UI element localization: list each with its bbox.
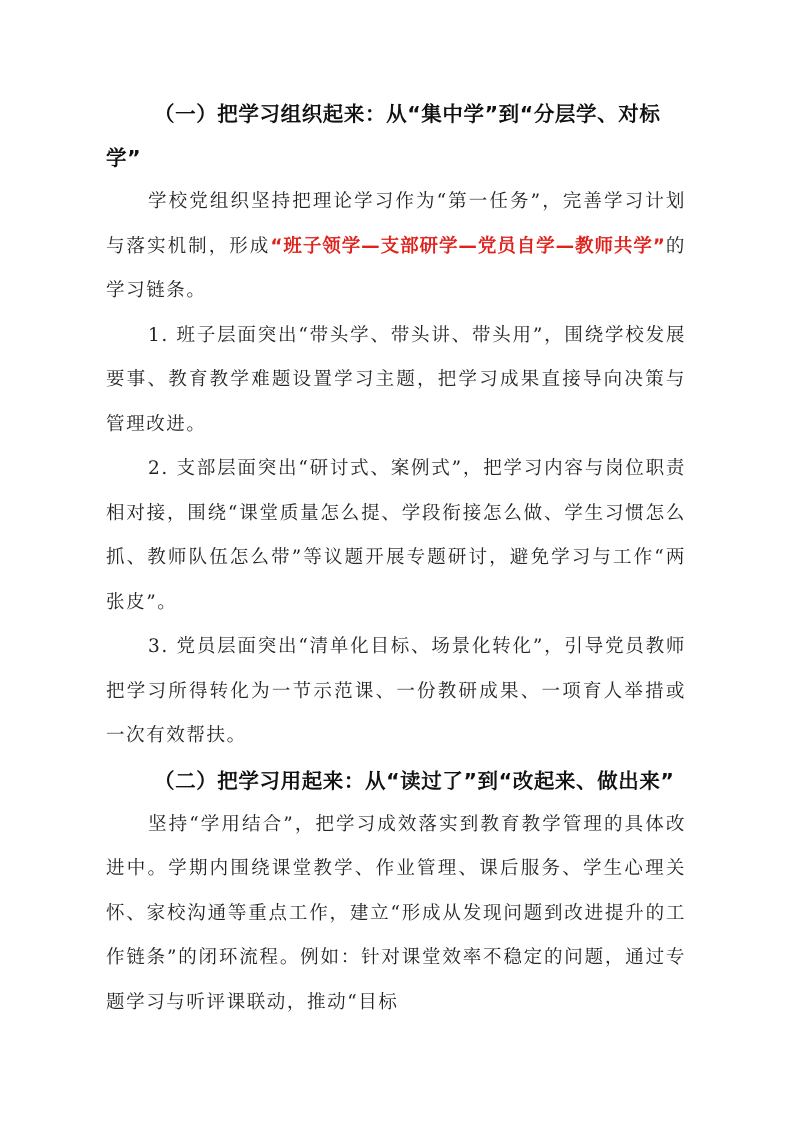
section-1-heading: （一）把学习组织起来：从“集中学”到“分层学、对标学” [106,102,661,170]
document-body [106,92,686,1025]
section-2-heading: （二）把学习用起来：从“读过了”到“改起来、做出来” [154,768,675,793]
list-item-leadership: 1. 班子层面突出“带头学、带头讲、带头用”，围绕学校发展要事、教育教学难题设置学习主题，把学习成果直接导向决策与管理改进。 [106,324,686,435]
section-1-intro [106,180,686,314]
list-item-members: 3. 党员层面突出“清单化目标、场景化转化”，引导党员教师把学习所得转化为一节示范课、一份教研成果、一项育人举措或一次有效帮扶。 [106,636,686,746]
intro-text-after: 的学习链条。 [106,235,686,301]
section-2-paragraph: 坚持“学用结合”，把学习成效落实到教育教学管理的具体改进中。学期内围绕课堂教学、作业管理、课后服务、学生心理关怀、家校沟通等重点工作，建立“形成从发现问题到改进提升的工作链条”的闭环流程。例如：针对课堂效率不稳定的问题，通过专题学习与听评课联动，推动“目标 [106,813,686,1013]
intro-text-before: 学校党组织坚持把理论学习作为“第一任务”，完善学习计划与落实机制，形成 [106,191,686,257]
list-item-branch: 2. 支部层面突出“研讨式、案例式”，把学习内容与岗位职责相对接，围绕“课堂质量怎么提、学段衔接怎么做、学生习惯怎么抓、教师队伍怎么带”等议题开展专题研讨，避免学习与工作“两张皮”。 [106,458,686,613]
learning-chain-highlight: “班子领学—支部研学—党员自学—教师共学” [270,235,666,257]
